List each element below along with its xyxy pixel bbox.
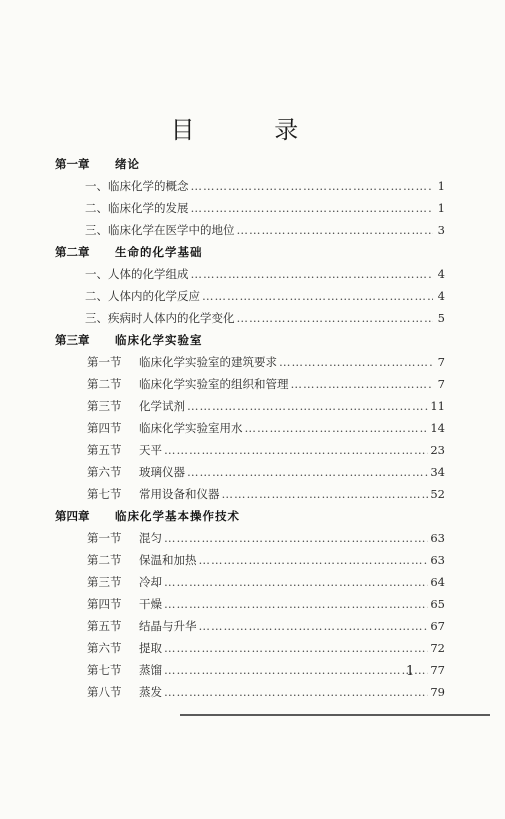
chapter-title: 绪论 bbox=[115, 157, 140, 171]
leader-dots bbox=[237, 219, 434, 241]
entry-page-number: 34 bbox=[430, 465, 445, 479]
entry-title: 人体内的化学反应 bbox=[108, 289, 200, 303]
entry-title: 常用设备和仪器 bbox=[139, 487, 220, 501]
entry-number: 第一节 bbox=[87, 355, 122, 369]
toc-entry bbox=[55, 263, 445, 285]
entry-page-number: 1 bbox=[437, 179, 445, 193]
entry-number: 三、 bbox=[85, 223, 108, 237]
entry-title: 冷却 bbox=[139, 575, 162, 589]
leader-dots bbox=[164, 527, 428, 549]
entry-number: 二、 bbox=[85, 289, 108, 303]
entry-page-number: 79 bbox=[430, 685, 445, 699]
entry-page-number: 67 bbox=[430, 619, 445, 633]
entry-title: 临床化学的发展 bbox=[108, 201, 189, 215]
leader-dots bbox=[164, 593, 428, 615]
entry-page-number: 4 bbox=[437, 267, 445, 281]
entry-number: 第四节 bbox=[87, 597, 122, 611]
toc-entry bbox=[55, 197, 445, 219]
entry-number: 第五节 bbox=[87, 443, 122, 457]
toc-entry bbox=[55, 395, 445, 417]
chapter-heading bbox=[55, 505, 445, 527]
leader-dots bbox=[191, 197, 434, 219]
entry-title: 化学试剂 bbox=[139, 399, 185, 413]
toc-entry bbox=[55, 285, 445, 307]
entry-number: 三、 bbox=[85, 311, 108, 325]
entry-title: 临床化学实验室的组织和管理 bbox=[139, 377, 289, 391]
entry-number: 第三节 bbox=[87, 575, 122, 589]
toc-entry bbox=[55, 483, 445, 505]
leader-dots bbox=[187, 395, 428, 417]
entry-number: 二、 bbox=[85, 201, 108, 215]
toc-entry bbox=[55, 593, 445, 615]
page-number: 1 bbox=[406, 664, 415, 679]
chapter-heading bbox=[55, 153, 445, 175]
entry-title: 疾病时人体内的化学变化 bbox=[108, 311, 235, 325]
leader-dots bbox=[191, 175, 434, 197]
toc-entry bbox=[55, 307, 445, 329]
entry-page-number: 65 bbox=[430, 597, 445, 611]
leader-dots bbox=[191, 263, 434, 285]
leader-dots bbox=[164, 439, 428, 461]
entry-number: 第八节 bbox=[87, 685, 122, 699]
entry-number: 第二节 bbox=[87, 377, 122, 391]
entry-title: 临床化学实验室的建筑要求 bbox=[139, 355, 277, 369]
entry-page-number: 64 bbox=[430, 575, 445, 589]
entry-page-number: 1 bbox=[437, 201, 445, 215]
chapter-heading bbox=[55, 329, 445, 351]
entry-title: 天平 bbox=[139, 443, 162, 457]
entry-number: 一、 bbox=[85, 267, 108, 281]
chapter-number: 第四章 bbox=[55, 509, 90, 523]
leader-dots bbox=[187, 461, 428, 483]
entry-title: 混匀 bbox=[139, 531, 162, 545]
entry-number: 第六节 bbox=[87, 641, 122, 655]
leader-dots bbox=[202, 285, 433, 307]
entry-title: 蒸发 bbox=[139, 685, 162, 699]
entry-title: 临床化学在医学中的地位 bbox=[108, 223, 235, 237]
entry-page-number: 3 bbox=[437, 223, 445, 237]
entry-page-number: 4 bbox=[437, 289, 445, 303]
leader-dots bbox=[164, 659, 428, 681]
entry-title: 干燥 bbox=[139, 597, 162, 611]
toc-entry bbox=[55, 219, 445, 241]
entry-title: 临床化学实验室用水 bbox=[139, 421, 243, 435]
chapter-number: 第二章 bbox=[55, 245, 90, 259]
entry-page-number: 7 bbox=[437, 377, 445, 391]
chapter-number: 第一章 bbox=[55, 157, 90, 171]
entry-number: 第四节 bbox=[87, 421, 122, 435]
toc-entry bbox=[55, 549, 445, 571]
entry-title: 临床化学的概念 bbox=[108, 179, 189, 193]
entry-title: 结晶与升华 bbox=[139, 619, 197, 633]
toc-entry bbox=[55, 637, 445, 659]
entry-number: 第三节 bbox=[87, 399, 122, 413]
entry-page-number: 14 bbox=[430, 421, 445, 435]
entry-number: 第一节 bbox=[87, 531, 122, 545]
page-title: 目 录 bbox=[170, 116, 335, 144]
entry-number: 一、 bbox=[85, 179, 108, 193]
leader-dots bbox=[164, 637, 428, 659]
entry-page-number: 23 bbox=[430, 443, 445, 457]
entry-title: 玻璃仪器 bbox=[139, 465, 185, 479]
toc-entry bbox=[55, 571, 445, 593]
bottom-rule bbox=[180, 714, 490, 716]
leader-dots bbox=[279, 351, 433, 373]
leader-dots bbox=[291, 373, 434, 395]
entry-page-number: 63 bbox=[430, 553, 445, 567]
entry-page-number: 63 bbox=[430, 531, 445, 545]
entry-number: 第二节 bbox=[87, 553, 122, 567]
toc-entry bbox=[55, 615, 445, 637]
leader-dots bbox=[237, 307, 434, 329]
entry-title: 人体的化学组成 bbox=[108, 267, 189, 281]
entry-number: 第七节 bbox=[87, 663, 122, 677]
table-of-contents bbox=[55, 153, 445, 703]
entry-number: 第七节 bbox=[87, 487, 122, 501]
toc-entry bbox=[55, 527, 445, 549]
leader-dots bbox=[222, 483, 429, 505]
toc-entry bbox=[55, 351, 445, 373]
leader-dots bbox=[245, 417, 429, 439]
entry-page-number: 5 bbox=[437, 311, 445, 325]
entry-page-number: 72 bbox=[430, 641, 445, 655]
entry-title: 提取 bbox=[139, 641, 162, 655]
chapter-number: 第三章 bbox=[55, 333, 90, 347]
entry-number: 第五节 bbox=[87, 619, 122, 633]
toc-entry bbox=[55, 439, 445, 461]
toc-entry bbox=[55, 659, 445, 681]
entry-number: 第六节 bbox=[87, 465, 122, 479]
entry-page-number: 52 bbox=[430, 487, 445, 501]
entry-title: 保温和加热 bbox=[139, 553, 197, 567]
chapter-title: 生命的化学基础 bbox=[115, 245, 203, 259]
toc-entry bbox=[55, 461, 445, 483]
toc-entry bbox=[55, 681, 445, 703]
chapter-heading bbox=[55, 241, 445, 263]
entry-page-number: 11 bbox=[430, 399, 445, 413]
chapter-title: 临床化学实验室 bbox=[115, 333, 203, 347]
entry-page-number: 77 bbox=[430, 663, 445, 677]
toc-entry bbox=[55, 373, 445, 395]
chapter-title: 临床化学基本操作技术 bbox=[115, 509, 240, 523]
entry-page-number: 7 bbox=[437, 355, 445, 369]
leader-dots bbox=[164, 681, 428, 703]
leader-dots bbox=[199, 615, 429, 637]
leader-dots bbox=[199, 549, 429, 571]
toc-entry bbox=[55, 175, 445, 197]
entry-title: 蒸馏 bbox=[139, 663, 162, 677]
toc-entry bbox=[55, 417, 445, 439]
leader-dots bbox=[164, 571, 428, 593]
